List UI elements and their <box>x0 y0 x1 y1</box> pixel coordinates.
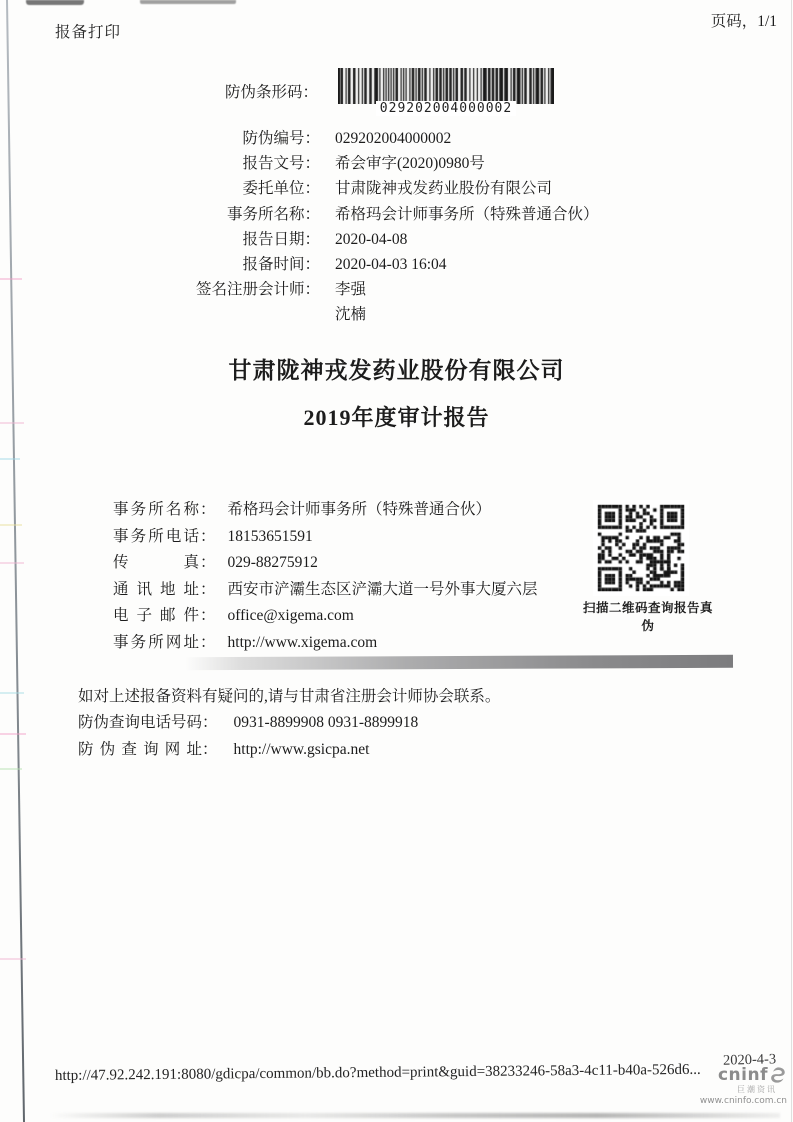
contact-row: 事务所名称： 希格玛会计师事务所（特殊普通合伙） <box>113 497 538 524</box>
field-value: 沈楠 <box>335 306 367 324</box>
scan-streak <box>0 458 20 460</box>
contact-value: 西安市浐灞生态区浐灞大道一号外事大厦六层 <box>227 580 538 598</box>
field-row <box>0 252 793 277</box>
field-label: 事务所名称： <box>226 205 320 223</box>
verify-web-value: http://www.gsicpa.net <box>233 741 370 758</box>
report-meta-fields <box>0 126 793 328</box>
contact-label: 电子邮件 <box>113 607 199 625</box>
field-row <box>0 126 793 151</box>
scan-streak <box>0 692 24 694</box>
contact-row: 事务所网址： http://www.xigema.com <box>113 630 538 657</box>
contact-label: 事务所电话 <box>113 527 199 545</box>
firm-contact-block <box>113 497 538 657</box>
print-source-url: http://47.92.242.191:8080/gdicpa/common/bb.do?method=print&guid=38233246-58a3-4c11-b40a-526d6... <box>54 1061 701 1084</box>
contact-label: 通讯地址 <box>113 580 199 598</box>
field-value: 希格玛会计师事务所（特殊普通合伙） <box>335 205 599 223</box>
scan-streak <box>0 733 26 735</box>
field-row <box>0 176 793 201</box>
qr-caption: 扫描二维码查询报告真伪 <box>582 601 713 633</box>
contact-value: 希格玛会计师事务所（特殊普通合伙） <box>227 501 492 518</box>
field-label: 报告日期： <box>242 230 320 248</box>
field-value: 李强 <box>335 281 367 299</box>
field-value: 希会审字(2020)0980号 <box>335 155 485 173</box>
field-row <box>0 277 793 302</box>
contact-row: 通讯地址： 西安市浐灞生态区浐灞大道一号外事大厦六层 <box>113 577 538 604</box>
field-value: 2020-04-03 16:04 <box>335 255 447 273</box>
contact-value: 029-88275912 <box>227 554 318 572</box>
scan-streak <box>0 562 24 564</box>
report-subtitle: 2019年度审计报告 <box>303 405 490 430</box>
print-mode-label: 报备打印 <box>55 24 122 41</box>
barcode-number: 029202004000002 <box>376 101 516 116</box>
contact-row: 电子邮件： office@xigema.com <box>113 603 538 630</box>
field-row <box>0 151 793 176</box>
verify-phone-label: 防伪查询电话号码 <box>78 714 203 731</box>
field-label: 报告文号： <box>242 155 320 173</box>
contact-label: 事务所名称 <box>113 501 199 518</box>
contact-value: office@xigema.com <box>227 607 354 625</box>
verification-qr-code <box>593 500 689 596</box>
scan-streak <box>0 524 22 526</box>
page-number: 页码，1/1 <box>710 13 777 30</box>
scan-streak <box>0 958 26 960</box>
field-row <box>0 227 793 252</box>
verify-phone-value: 0931-8899908 0931-8899918 <box>233 714 419 731</box>
verify-web-row: 防伪查询网址： http://www.gsicpa.net <box>78 737 369 759</box>
contact-value: http://www.xigema.com <box>227 633 378 651</box>
verify-web-label: 防伪查询网址 <box>78 741 202 758</box>
contact-row: 事务所电话： 18153651591 <box>113 524 538 551</box>
contact-value: 18153651591 <box>227 527 313 545</box>
field-row <box>0 302 793 327</box>
verify-phone-row: 防伪查询电话号码： 0931-8899908 0931-8899918 <box>78 714 419 731</box>
cninfo-logo-url: www.cninfo.com.cn <box>699 1096 787 1106</box>
scan-streak <box>0 768 22 770</box>
field-value: 029202004000002 <box>335 130 452 147</box>
notice-text: 如对上述报备资料有疑问的,请与甘肃省注册会计师协会联系。 <box>78 688 501 705</box>
field-label: 签名注册会计师： <box>195 281 320 299</box>
cninfo-logo-text: cninf <box>717 1064 768 1085</box>
contact-label: 事务所网址 <box>113 633 199 651</box>
scan-smudge <box>140 0 236 4</box>
field-value: 2020-04-08 <box>335 230 408 248</box>
cninfo-swirl-icon <box>769 1066 787 1084</box>
print-date: 2020-4-3 <box>722 1051 777 1069</box>
field-label: 防伪编号： <box>242 130 320 147</box>
scan-gray-band <box>185 655 733 670</box>
cninfo-logo <box>695 1066 787 1106</box>
field-label: 委托单位： <box>242 180 320 198</box>
cninfo-logo-chinese: 巨潮资讯 <box>737 1085 777 1094</box>
field-row <box>0 202 793 227</box>
scan-shadow <box>50 1113 780 1118</box>
field-label: 报备时间： <box>242 255 320 273</box>
field-value: 甘肃陇神戎发药业股份有限公司 <box>335 180 553 198</box>
contact-row: 传真： 029-88275912 <box>113 550 538 577</box>
contact-label: 传真 <box>113 554 199 572</box>
barcode-label: 防伪条形码： <box>224 84 318 101</box>
barcode-number-wrap <box>338 99 554 117</box>
scan-smudge <box>26 0 84 5</box>
report-title: 甘肃陇神戎发药业股份有限公司 <box>228 358 565 383</box>
